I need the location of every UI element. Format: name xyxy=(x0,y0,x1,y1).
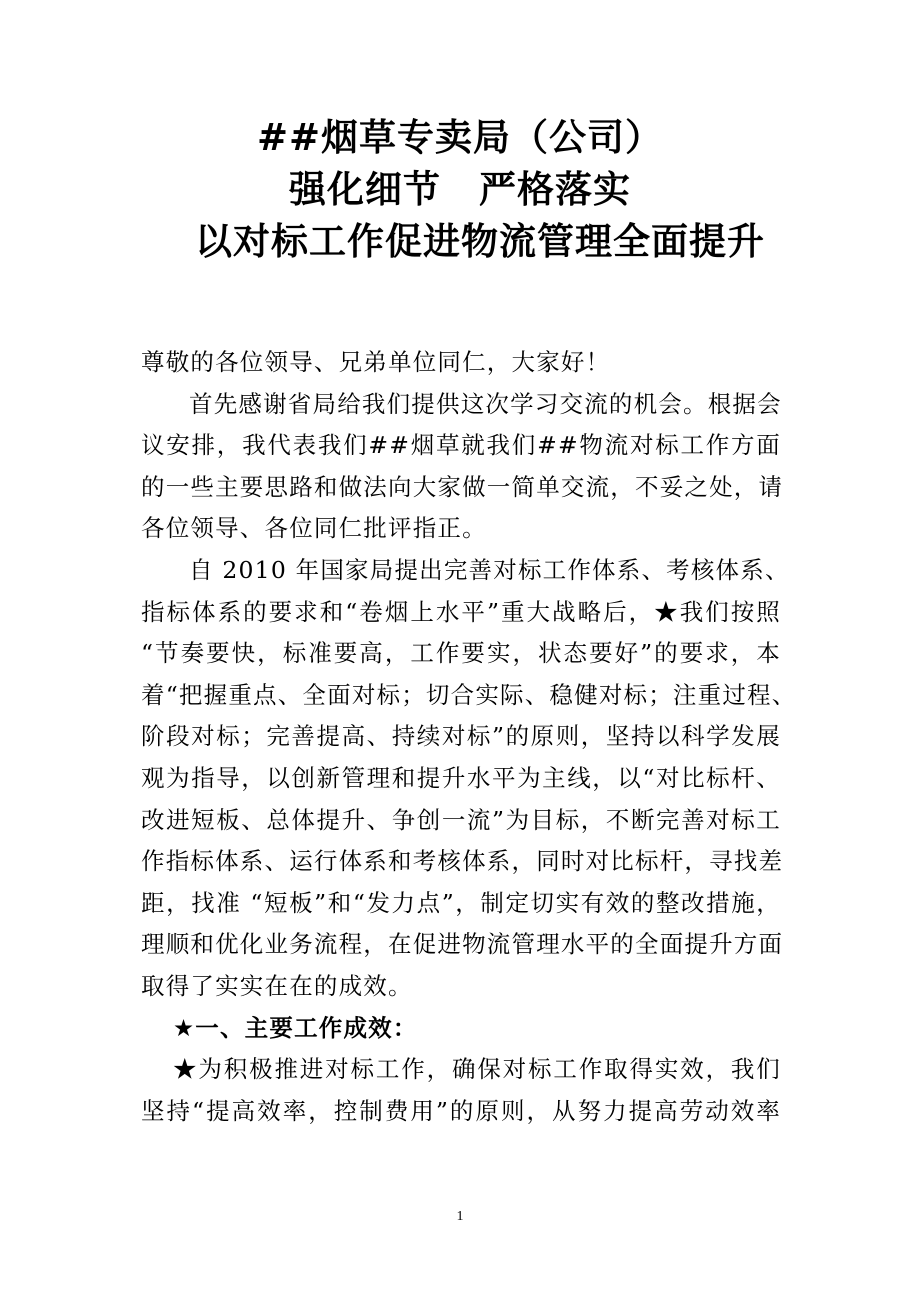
paragraph-line: 取得了实实在在的成效。 xyxy=(141,971,413,1000)
paragraph-line: ★为积极推进对标工作，确保对标工作取得实效，我们 xyxy=(173,1055,781,1084)
paragraph-line: 观为指导，以创新管理和提升水平为主线，以“对比标杆、 xyxy=(141,763,781,792)
title-line-org: ##烟草专卖局（公司） xyxy=(256,116,663,159)
title-line-slogan: 强化细节 严格落实 xyxy=(289,168,631,211)
paragraph-line: 坚持“提高效率，控制费用”的原则，从努力提高劳动效率 xyxy=(141,1096,781,1125)
paragraph-line: 作指标体系、运行体系和考核体系，同时对比标杆，寻找差 xyxy=(141,847,784,876)
paragraph-line: 指标体系的要求和“卷烟上水平”重大战略后，★我们按照 xyxy=(141,597,781,626)
paragraph-line: 理顺和优化业务流程，在促进物流管理水平的全面提升方面 xyxy=(141,930,784,959)
greeting-line: 尊敬的各位领导、兄弟单位同仁，大家好！ xyxy=(141,348,611,376)
paragraph-line: 各位领导、各位同仁批评指正。 xyxy=(141,514,487,543)
document-body xyxy=(141,342,797,1132)
title-line-subject: 以对标工作促进物流管理全面提升 xyxy=(195,220,765,263)
page-number: 1 xyxy=(456,1209,464,1224)
paragraph-line: 着“把握重点、全面对标；切合实际、稳健对标；注重过程、 xyxy=(141,680,797,709)
paragraph-line: 距，找准 “短板”和“发力点”，制定切实有效的整改措施， xyxy=(141,888,781,917)
paragraph-line: 首先感谢省局给我们提供这次学习交流的机会。根据会 xyxy=(189,389,782,418)
paragraph-line: 的一些主要思路和做法向大家做一简单交流，不妥之处，请 xyxy=(141,472,784,501)
paragraph-line: “节奏要快，标准要高，工作要实，状态要好”的要求，本 xyxy=(141,639,781,668)
section-heading: ★一、主要工作成效： xyxy=(173,1013,418,1042)
document-title xyxy=(0,112,920,268)
paragraph-line: 议安排，我代表我们##烟草就我们##物流对标工作方面 xyxy=(141,431,781,460)
paragraph-line: 自 2010 年国家局提出完善对标工作体系、考核体系、 xyxy=(189,555,790,584)
paragraph-line: 改进短板、总体提升、争创一流”为目标，不断完善对标工 xyxy=(141,805,781,834)
paragraph-line: 阶段对标；完善提高、持续对标”的原则，坚持以科学发展 xyxy=(141,722,781,751)
